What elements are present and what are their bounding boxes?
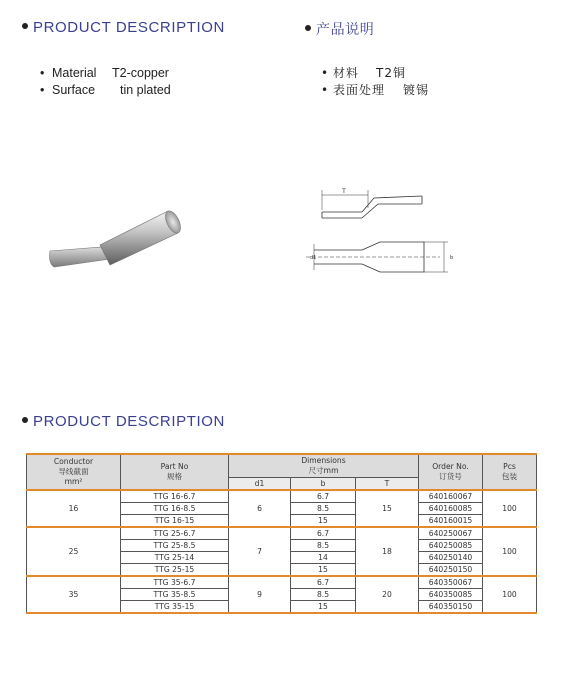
header-d1: d1 [229, 477, 291, 490]
cell-part-no: TTG 35-15 [121, 600, 229, 613]
cell-d1: 9 [229, 576, 291, 613]
table-row [27, 527, 537, 540]
section-heading-cn [305, 19, 374, 39]
spec-value: T2铜 [376, 66, 406, 80]
cell-order-no: 640160015 [419, 514, 483, 527]
section-heading-en [22, 19, 225, 36]
cell-b: 15 [291, 563, 356, 576]
cell-part-no: TTG 25-15 [121, 563, 229, 576]
spec-key: Surface [52, 83, 96, 97]
specs-en [40, 65, 171, 99]
section-heading-en-2-text: PRODUCT DESCRIPTION [33, 413, 225, 430]
cell-b: 6.7 [291, 490, 356, 503]
specs-cn [321, 65, 429, 99]
cell-b: 15 [291, 600, 356, 613]
cell-order-no: 640350085 [419, 588, 483, 600]
cell-d1: 6 [229, 490, 291, 527]
cell-order-no: 640250150 [419, 563, 483, 576]
cell-b: 15 [291, 514, 356, 527]
cell-b: 6.7 [291, 527, 356, 540]
cell-b: 8.5 [291, 588, 356, 600]
cell-part-no: TTG 25-14 [121, 551, 229, 563]
product-table [26, 453, 537, 614]
header-part-no: Part No 规格 [121, 454, 229, 490]
technical-drawing [300, 182, 465, 282]
spec-row-surface: • Surface tin plated [40, 83, 171, 97]
cell-order-no: 640160067 [419, 490, 483, 503]
dim-label-b: b [450, 255, 454, 261]
section-heading-cn-text: 产品说明 [316, 22, 375, 38]
cell-pcs: 100 [483, 490, 537, 527]
cell-order-no: 640250140 [419, 551, 483, 563]
cell-order-no: 640160085 [419, 502, 483, 514]
cell-part-no: TTG 35-8.5 [121, 588, 229, 600]
cell-T: 15 [356, 490, 419, 527]
cell-conductor: 35 [27, 576, 121, 613]
table-row [27, 576, 537, 589]
cell-conductor: 16 [27, 490, 121, 527]
table-body [27, 490, 537, 613]
header-conductor: Conductor 导线截面 mm² [27, 454, 121, 490]
spec-value: 镀锡 [403, 83, 430, 97]
spec-row-material-cn: • 材料 T2铜 [321, 66, 406, 80]
cell-b: 8.5 [291, 539, 356, 551]
cell-pcs: 100 [483, 527, 537, 576]
bullet-icon [22, 23, 28, 29]
spec-value: tin plated [120, 83, 171, 97]
cell-order-no: 640350150 [419, 600, 483, 613]
header-order-no: Order No. 订货号 [419, 454, 483, 490]
header-pcs: Pcs 包装 [483, 454, 537, 490]
cell-b: 14 [291, 551, 356, 563]
cell-order-no: 640250067 [419, 527, 483, 540]
header-T: T [356, 477, 419, 490]
spec-key: Material [52, 66, 97, 80]
cell-part-no: TTG 25-8.5 [121, 539, 229, 551]
cell-b: 8.5 [291, 502, 356, 514]
cell-d1: 7 [229, 527, 291, 576]
spec-row-surface-cn: • 表面处理 镀锡 [321, 83, 430, 97]
header-dimensions: Dimensions 尺寸mm [229, 454, 419, 477]
header-b: b [291, 477, 356, 490]
cable-lug-photo [44, 195, 184, 285]
spec-row-material: • Material T2-copper [40, 66, 169, 80]
section-heading-en-text: PRODUCT DESCRIPTION [33, 19, 225, 36]
cell-T: 18 [356, 527, 419, 576]
cell-part-no: TTG 25-6.7 [121, 527, 229, 540]
table-row [27, 490, 537, 503]
cell-conductor: 25 [27, 527, 121, 576]
cell-T: 20 [356, 576, 419, 613]
cell-part-no: TTG 16-15 [121, 514, 229, 527]
cell-part-no: TTG 35-6.7 [121, 576, 229, 589]
dim-label-T: T [342, 188, 346, 195]
cell-b: 6.7 [291, 576, 356, 589]
spec-key: 材料 [333, 66, 360, 80]
spec-value: T2-copper [112, 66, 169, 80]
cell-order-no: 640250085 [419, 539, 483, 551]
bullet-icon [22, 417, 28, 423]
dim-label-d1: d1 [310, 255, 317, 261]
cell-part-no: TTG 16-6.7 [121, 490, 229, 503]
cell-order-no: 640350067 [419, 576, 483, 589]
spec-key: 表面处理 [333, 83, 386, 97]
cell-pcs: 100 [483, 576, 537, 613]
section-heading-en-2 [22, 413, 225, 430]
bullet-icon [305, 25, 311, 31]
cell-part-no: TTG 16-8.5 [121, 502, 229, 514]
